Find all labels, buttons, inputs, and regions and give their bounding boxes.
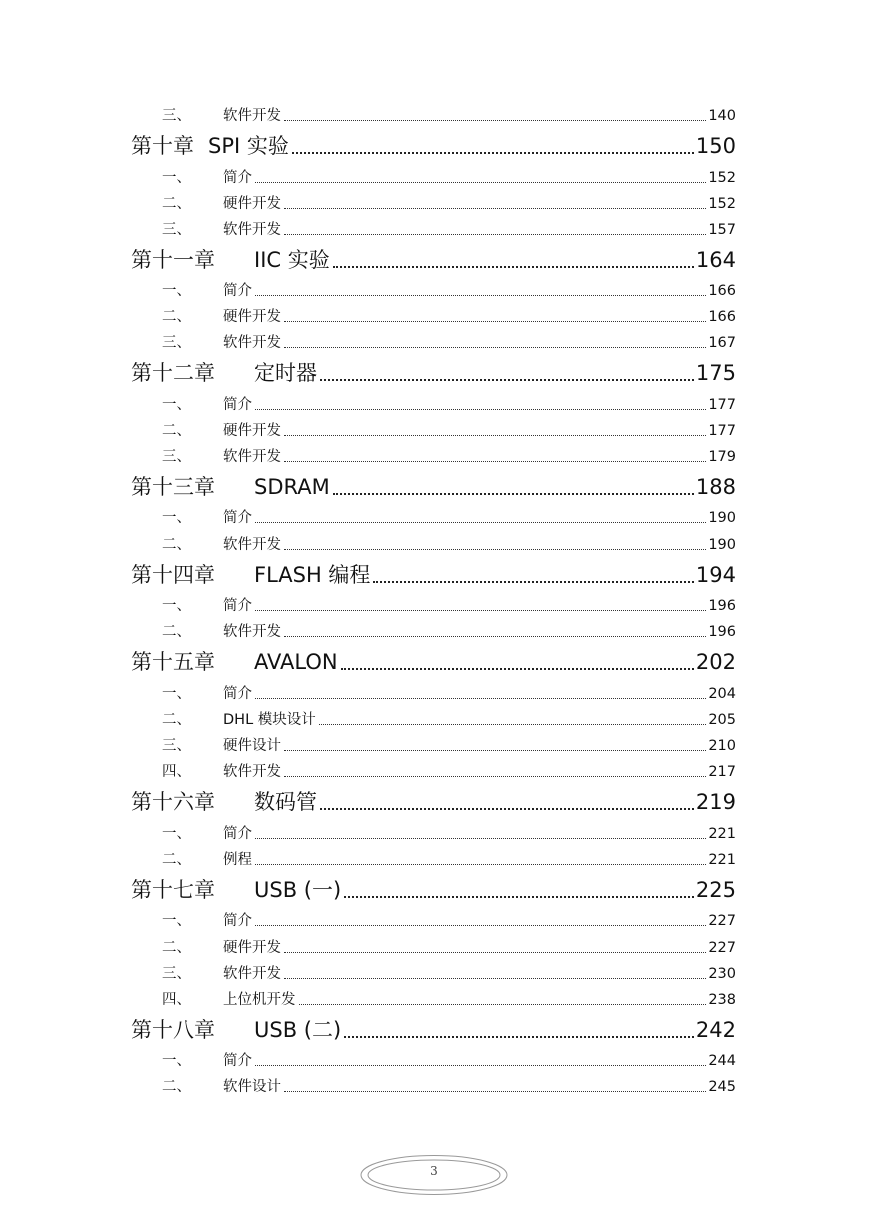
toc-entry-title: 硬件开发 — [223, 423, 281, 439]
toc-chapter-entry[interactable] — [131, 360, 736, 386]
toc-entry-page: 221 — [708, 852, 736, 868]
toc-entry-number: 四、 — [162, 992, 191, 1008]
toc-dot-leader — [255, 610, 706, 611]
toc-entry-title: 简介 — [223, 598, 252, 614]
toc-entry-page: 194 — [695, 563, 736, 587]
toc-dot-leader — [333, 266, 694, 268]
toc-entry-number: 二、 — [162, 712, 191, 728]
toc-dot-leader — [255, 409, 706, 410]
toc-section-entry[interactable] — [162, 282, 736, 300]
toc-entry-number: 三、 — [162, 449, 191, 465]
toc-dot-leader — [299, 1004, 707, 1005]
toc-entry-title: 简介 — [223, 913, 252, 929]
toc-entry-number: 二、 — [162, 852, 191, 868]
toc-dot-leader — [255, 1065, 706, 1066]
toc-entry-number: 三、 — [162, 335, 191, 351]
toc-section-entry[interactable] — [162, 107, 736, 125]
toc-section-entry[interactable] — [162, 939, 736, 957]
toc-entry-number: 第十六章 — [131, 790, 215, 814]
toc-entry-number: 第十一章 — [131, 248, 215, 272]
toc-section-entry[interactable] — [162, 825, 736, 843]
toc-dot-leader — [284, 1091, 706, 1092]
toc-entry-title: 简介 — [223, 283, 252, 299]
toc-entry-title: FLASH 编程 — [254, 563, 371, 587]
toc-dot-leader — [284, 347, 706, 348]
toc-entry-title: 简介 — [223, 1053, 252, 1069]
toc-entry-title: 上位机开发 — [223, 992, 296, 1008]
toc-entry-number: 二、 — [162, 423, 191, 439]
toc-entry-page: 205 — [708, 712, 736, 728]
toc-chapter-entry[interactable] — [131, 649, 736, 675]
toc-entry-title: IIC 实验 — [254, 248, 330, 272]
toc-entry-title: 软件开发 — [223, 624, 281, 640]
toc-dot-leader — [284, 776, 706, 777]
toc-section-entry[interactable] — [162, 195, 736, 213]
toc-section-entry[interactable] — [162, 623, 736, 641]
toc-chapter-entry[interactable] — [131, 877, 736, 903]
toc-entry-title: 硬件开发 — [223, 309, 281, 325]
toc-entry-title: 硬件开发 — [223, 940, 281, 956]
toc-entry-page: 152 — [708, 170, 736, 186]
toc-entry-page: 238 — [708, 992, 736, 1008]
toc-entry-number: 第十二章 — [131, 361, 215, 385]
toc-section-entry[interactable] — [162, 1078, 736, 1096]
toc-entry-page: 152 — [708, 196, 736, 212]
toc-dot-leader — [284, 636, 706, 637]
toc-entry-page: 157 — [708, 222, 736, 238]
toc-dot-leader — [255, 522, 706, 523]
toc-section-entry[interactable] — [162, 965, 736, 983]
toc-chapter-entry[interactable] — [131, 247, 736, 273]
toc-entry-page: 245 — [708, 1079, 736, 1095]
toc-entry-page: 164 — [695, 248, 736, 272]
toc-section-entry[interactable] — [162, 912, 736, 930]
toc-entry-number: 一、 — [162, 686, 191, 702]
toc-entry-number: 一、 — [162, 826, 191, 842]
toc-entry-page: 242 — [695, 1018, 736, 1042]
toc-dot-leader — [344, 1036, 694, 1038]
toc-entry-number: 二、 — [162, 1079, 191, 1095]
toc-entry-title: AVALON — [254, 650, 338, 674]
toc-entry-title: 软件开发 — [223, 966, 281, 982]
toc-entry-number: 三、 — [162, 222, 191, 238]
toc-dot-leader — [320, 379, 694, 381]
toc-entry-title: 软件开发 — [223, 537, 281, 553]
toc-entry-number: 第十章 — [131, 134, 194, 158]
toc-dot-leader — [319, 724, 707, 725]
toc-dot-leader — [284, 321, 706, 322]
toc-chapter-entry[interactable] — [131, 789, 736, 815]
toc-entry-number: 二、 — [162, 196, 191, 212]
toc-entry-page: 167 — [708, 335, 736, 351]
toc-entry-title: 简介 — [223, 170, 252, 186]
toc-entry-number: 第十八章 — [131, 1018, 215, 1042]
toc-chapter-entry[interactable] — [131, 474, 736, 500]
toc-entry-number: 一、 — [162, 397, 191, 413]
toc-entry-title: 简介 — [223, 686, 252, 702]
toc-entry-title: 软件设计 — [223, 1079, 281, 1095]
toc-dot-leader — [373, 581, 693, 583]
toc-dot-leader — [292, 152, 694, 154]
toc-section-entry[interactable] — [162, 1052, 736, 1070]
toc-section-entry[interactable] — [162, 169, 736, 187]
toc-entry-page: 188 — [695, 475, 736, 499]
toc-entry-title: 软件开发 — [223, 222, 281, 238]
toc-entry-title: 简介 — [223, 510, 252, 526]
toc-entry-title: 例程 — [223, 852, 252, 868]
toc-entry-title: 软件开发 — [223, 108, 281, 124]
toc-entry-page: 244 — [708, 1053, 736, 1069]
toc-entry-number: 一、 — [162, 913, 191, 929]
toc-section-entry[interactable] — [162, 396, 736, 414]
toc-section-entry[interactable] — [162, 422, 736, 440]
toc-entry-page: 217 — [708, 764, 736, 780]
toc-entry-page: 227 — [708, 913, 736, 929]
toc-entry-number: 三、 — [162, 738, 191, 754]
toc-entry-number: 二、 — [162, 537, 191, 553]
toc-entry-page: 230 — [708, 966, 736, 982]
toc-entry-number: 四、 — [162, 764, 191, 780]
toc-section-entry[interactable] — [162, 448, 736, 466]
toc-entry-page: 150 — [695, 134, 736, 158]
toc-dot-leader — [320, 808, 694, 810]
toc-entry-number: 第十七章 — [131, 878, 215, 902]
toc-entry-number: 第十四章 — [131, 563, 215, 587]
toc-section-entry[interactable] — [162, 737, 736, 755]
toc-entry-page: 177 — [708, 397, 736, 413]
toc-entry-title: 硬件设计 — [223, 738, 281, 754]
toc-entry-title: USB (二) — [254, 1018, 342, 1042]
toc-dot-leader — [341, 668, 694, 670]
toc-entry-page: 166 — [708, 283, 736, 299]
toc-entry-page: 190 — [708, 537, 736, 553]
toc-entry-page: 221 — [708, 826, 736, 842]
toc-entry-page: 196 — [708, 598, 736, 614]
toc-entry-title: 定时器 — [254, 361, 317, 385]
toc-section-entry[interactable] — [162, 308, 736, 326]
toc-dot-leader — [344, 896, 694, 898]
toc-dot-leader — [284, 978, 706, 979]
toc-section-entry[interactable] — [162, 334, 736, 352]
toc-entry-title: SDRAM — [254, 475, 330, 499]
toc-entry-number: 第十五章 — [131, 650, 215, 674]
toc-section-entry[interactable] — [162, 991, 736, 1009]
toc-entry-page: 140 — [708, 108, 736, 124]
toc-entry-number: 一、 — [162, 510, 191, 526]
toc-entry-number: 三、 — [162, 108, 191, 124]
toc-entry-title: 硬件开发 — [223, 196, 281, 212]
toc-section-entry[interactable] — [162, 597, 736, 615]
toc-entry-page: 227 — [708, 940, 736, 956]
toc-section-entry[interactable] — [162, 221, 736, 239]
toc-entry-number: 一、 — [162, 598, 191, 614]
toc-entry-page: 202 — [695, 650, 736, 674]
toc-dot-leader — [333, 493, 694, 495]
toc-dot-leader — [284, 435, 706, 436]
toc-entry-title: USB (一) — [254, 878, 342, 902]
toc-entry-number: 一、 — [162, 1053, 191, 1069]
toc-entry-number: 二、 — [162, 309, 191, 325]
toc-entry-title: 软件开发 — [223, 764, 281, 780]
toc-entry-page: 204 — [708, 686, 736, 702]
toc-section-entry[interactable] — [162, 763, 736, 781]
page-number: 3 — [430, 1164, 438, 1178]
toc-entry-title: 简介 — [223, 397, 252, 413]
toc-entry-number: 一、 — [162, 283, 191, 299]
toc-chapter-entry[interactable] — [131, 1017, 736, 1043]
toc-chapter-entry[interactable] — [131, 133, 736, 159]
toc-dot-leader — [284, 120, 706, 121]
toc-entry-page: 225 — [695, 878, 736, 902]
toc-entry-page: 219 — [695, 790, 736, 814]
toc-section-entry[interactable] — [162, 851, 736, 869]
toc-dot-leader — [284, 208, 706, 209]
toc-entry-title: DHL 模块设计 — [223, 712, 316, 728]
toc-entry-page: 175 — [695, 361, 736, 385]
toc-entry-number: 三、 — [162, 966, 191, 982]
toc-entry-number: 第十三章 — [131, 475, 215, 499]
toc-entry-page: 196 — [708, 624, 736, 640]
toc-section-entry[interactable] — [162, 685, 736, 703]
toc-dot-leader — [255, 925, 706, 926]
toc-entry-page: 179 — [708, 449, 736, 465]
toc-dot-leader — [284, 750, 706, 751]
toc-entry-title: 软件开发 — [223, 449, 281, 465]
toc-dot-leader — [255, 864, 706, 865]
toc-section-entry[interactable] — [162, 536, 736, 554]
page-number-badge — [359, 1154, 509, 1196]
toc-entry-title: 简介 — [223, 826, 252, 842]
toc-entry-page: 210 — [708, 738, 736, 754]
toc-entry-page: 190 — [708, 510, 736, 526]
toc-entry-page: 177 — [708, 423, 736, 439]
toc-dot-leader — [284, 549, 706, 550]
toc-entry-number: 二、 — [162, 940, 191, 956]
toc-entry-page: 166 — [708, 309, 736, 325]
toc-section-entry[interactable] — [162, 711, 736, 729]
toc-entry-number: 一、 — [162, 170, 191, 186]
toc-section-entry[interactable] — [162, 509, 736, 527]
toc-dot-leader — [255, 698, 706, 699]
toc-dot-leader — [255, 182, 706, 183]
toc-dot-leader — [255, 838, 706, 839]
toc-dot-leader — [284, 461, 706, 462]
toc-entry-title: SPI 实验 — [208, 134, 289, 158]
toc-entry-title: 软件开发 — [223, 335, 281, 351]
toc-dot-leader — [284, 234, 706, 235]
toc-dot-leader — [284, 952, 706, 953]
toc-dot-leader — [255, 295, 706, 296]
toc-entry-title: 数码管 — [254, 790, 317, 814]
toc-chapter-entry[interactable] — [131, 562, 736, 588]
toc-entry-number: 二、 — [162, 624, 191, 640]
